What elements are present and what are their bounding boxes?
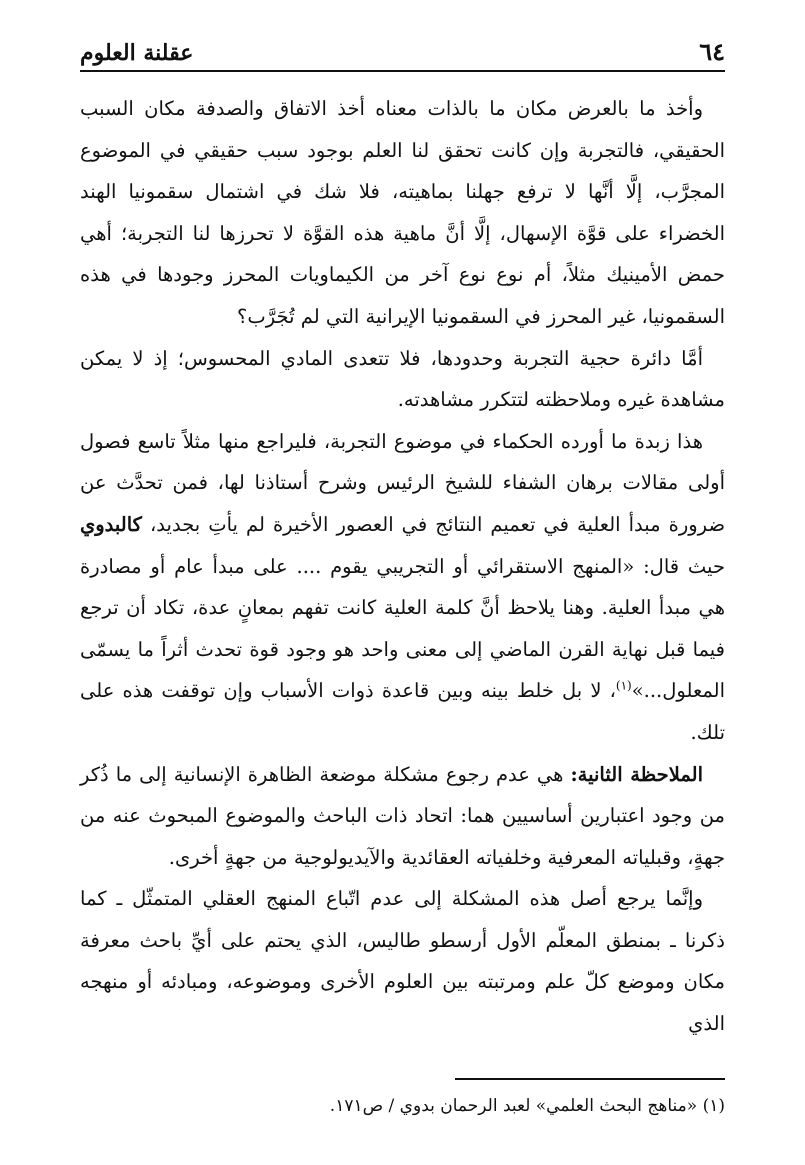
paragraph-3-part-3: ، لا بل خلط بينه وبين قاعدة ذوات الأسباب وإن توقفت هذه على تلك. [80,679,725,744]
body-text [80,88,725,1036]
paragraph-5: وإنَّما يرجع أصل هذه المشكلة إلى عدم اتّباع المنهج العقلي المتمثّل ـ كما ذكرنا ـ بمنطق المعلّم الأول أرسطو طاليس، الذي يحتم على أيِّ باحث معرفة مكان وموضع كلّ علم ومرتبته بين العلوم الأخرى وموضوعه، ومبادئه أو منهجه الذي [80,887,725,1036]
paragraph-3-part-2: حيث قال: «المنهج الاستقرائي أو التجريبي يقوم .... على مبدأ عام أو مصادرة هي مبدأ العلية. وهنا يلاحظ أنَّ كلمة العلية كانت تفهم بمعانٍ عدة، تكاد أن ترجع فيما قبل نهاية القرن الماضي إلى معنى واحد هو وجود قوة تحدث أثراً ما يسمّى المعلول...» [80,554,725,703]
page-header [80,26,725,72]
page-number: ٦٤ [699,37,725,66]
paragraph-4-bold: الملاحظة الثانية: [570,762,703,786]
paragraph-4-text: هي عدم رجوع مشكلة موضعة الظاهرة الإنسانية إلى ما ذُكر من وجود اعتبارين أساسيين هما: اتحاد ذات الباحث والموضوع المبحوث عنه من جهةٍ، وقبلياته المعرفية وخلفياته العقائدية والآيديولوجية من جهةٍ أخرى. [80,762,725,869]
paragraph-3 [80,421,725,754]
paragraph-4 [80,754,725,879]
footnote-divider [455,1078,725,1080]
paragraph-3-part-1: هذا زبدة ما أورده الحكماء في موضوع التجربة، فليراجع منها مثلاً تاسع فصول أولى مقالات برهان الشفاء للشيخ الرئيس وشرح أستاذنا لها، فمن تحدَّث عن ضرورة مبدأ العلية في تعميم النتائج في العصور الأخيرة لم يأتِ بجديد، [80,429,725,536]
running-title: عقلنة العلوم [80,40,194,66]
paragraph-2: أمَّا دائرة حجية التجربة وحدودها، فلا تتعدى المادي المحسوس؛ إذ لا يمكن مشاهدة غيره وملاحظته لتتكرر مشاهدته. [80,346,725,412]
paragraph-1: وأخذ ما بالعرض مكان ما بالذات معناه أخذ الاتفاق والصدفة مكان السبب الحقيقي، فالتجربة وإن كانت تحقق لنا العلم بوجود سبب حقيقي في الموضوع المجرَّب، إلَّا أنَّها لا ترفع جهلنا بماهيته، فلا شك في اشتمال سقمونيا الهند الخضراء على قوَّة الإسهال، إلَّا أنَّ ماهية هذه القوَّة لا تحرزها لنا التجربة؛ أهي حمض الأمينيك مثلاً، أم نوع نوع آخر من الكيماويات المحرز وجودها في هذه السقمونيا، غير المحرز في السقمونيا الإيرانية التي لم تُجَرَّب؟ [80,97,725,328]
paragraph-3-bold: كالبدوي [80,512,142,536]
footnote-reference[interactable]: (١) [615,678,632,693]
footnote: (١) «مناهج البحث العلمي» لعبد الرحمان بدوي / ص١٧١. [329,1096,725,1116]
